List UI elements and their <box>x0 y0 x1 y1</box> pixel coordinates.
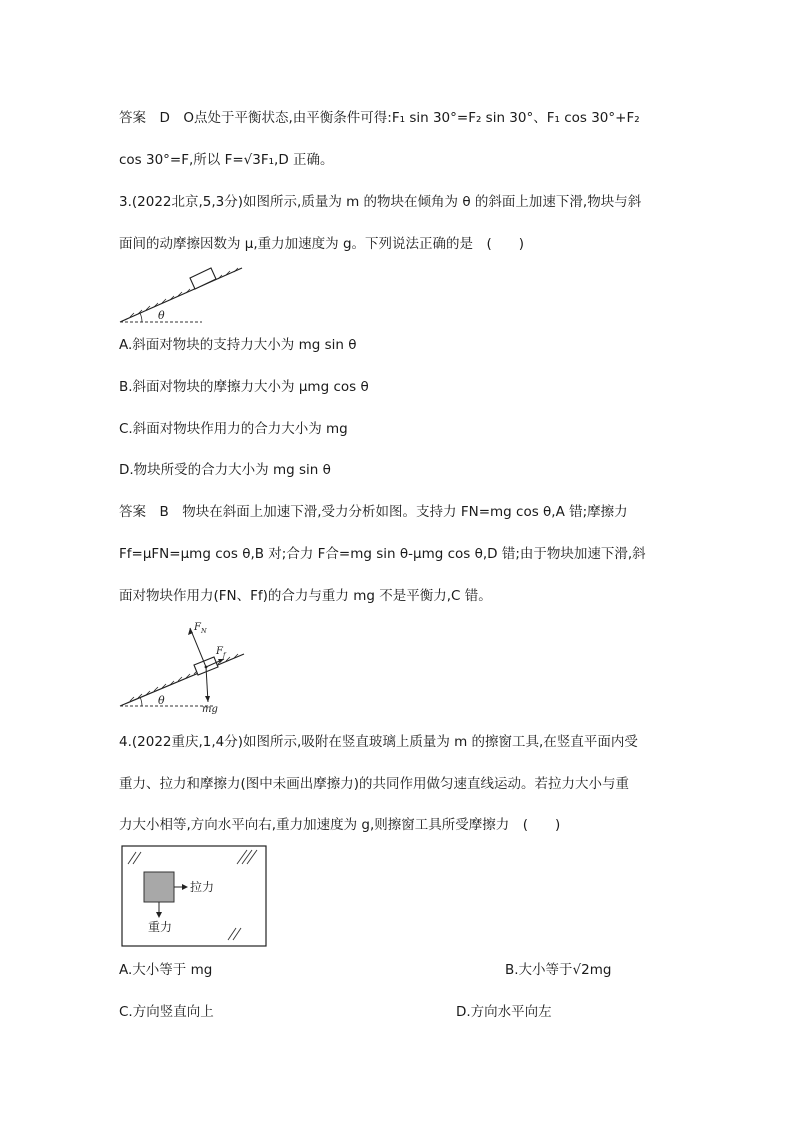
glass-window-figure <box>120 844 270 950</box>
mg-label: mg <box>202 704 218 714</box>
q4-option-b: B.大小等于√2mg <box>505 962 612 978</box>
theta-label: θ <box>158 309 165 322</box>
q3-answer-line-1: 答案 B 物块在斜面上加速下滑,受力分析如图。支持力 FN=mg cos θ,A 错;摩擦力 <box>119 504 628 520</box>
incline-block-figure <box>118 260 248 326</box>
q4-stem-line-1: 4.(2022重庆,1,4分)如图所示,吸附在竖直玻璃上质量为 m 的擦窗工具,在竖直平面内受 <box>119 734 638 750</box>
q3-option-a: A.斜面对物块的支持力大小为 mg sin θ <box>119 337 357 353</box>
q3-option-b: B.斜面对物块的摩擦力大小为 μmg cos θ <box>119 379 369 395</box>
force-diagram-figure <box>118 620 252 714</box>
window-cleaner <box>144 872 174 902</box>
q3-answer-line-2: Ff=μFN=μmg cos θ,B 对;合力 F合=mg sin θ-μmg cos θ,D 错;由于物块加速下滑,斜 <box>119 546 646 562</box>
q3-stem-line-1: 3.(2022北京,5,3分)如图所示,质量为 m 的物块在倾角为 θ 的斜面上加速下滑,物块与斜 <box>119 194 642 210</box>
incline-surface-2 <box>120 654 244 706</box>
q2-answer-line-1: 答案 D O点处于平衡状态,由平衡条件可得:F₁ sin 30°=F₂ sin 30°、F₁ cos 30°+F₂ <box>119 110 640 126</box>
q2-answer-line-2: cos 30°=F,所以 F=√3F₁,D 正确。 <box>119 152 334 168</box>
angle-arc-2 <box>140 697 142 706</box>
ff-label: $F_f$ <box>216 646 226 659</box>
q3-option-c: C.斜面对物块作用力的合力大小为 mg <box>119 421 348 437</box>
fn-label: $F_N$ <box>194 622 207 635</box>
theta-label-2: θ <box>158 694 165 707</box>
angle-arc <box>140 313 142 322</box>
q3-answer-line-3: 面对物块作用力(FN、Ff)的合力与重力 mg 不是平衡力,C 错。 <box>119 588 492 604</box>
q4-stem-line-2: 重力、拉力和摩擦力(图中未画出摩擦力)的共同作用做匀速直线运动。若拉力大小与重 <box>119 776 630 792</box>
q4-option-a: A.大小等于 mg <box>119 962 213 978</box>
q3-stem-line-2: 面间的动摩擦因数为 μ,重力加速度为 g。下列说法正确的是 ( ) <box>119 236 525 252</box>
q4-option-c: C.方向竖直向上 <box>119 1004 214 1020</box>
incline-hatching <box>130 268 238 317</box>
gravity-label: 重力 <box>148 920 173 934</box>
q3-option-d: D.物块所受的合力大小为 mg sin θ <box>119 462 331 478</box>
q4-option-d: D.方向水平向左 <box>456 1004 552 1020</box>
q4-stem-line-3: 力大小相等,方向水平向右,重力加速度为 g,则擦窗工具所受摩擦力 ( ) <box>119 817 561 833</box>
pull-label: 拉力 <box>190 880 215 894</box>
